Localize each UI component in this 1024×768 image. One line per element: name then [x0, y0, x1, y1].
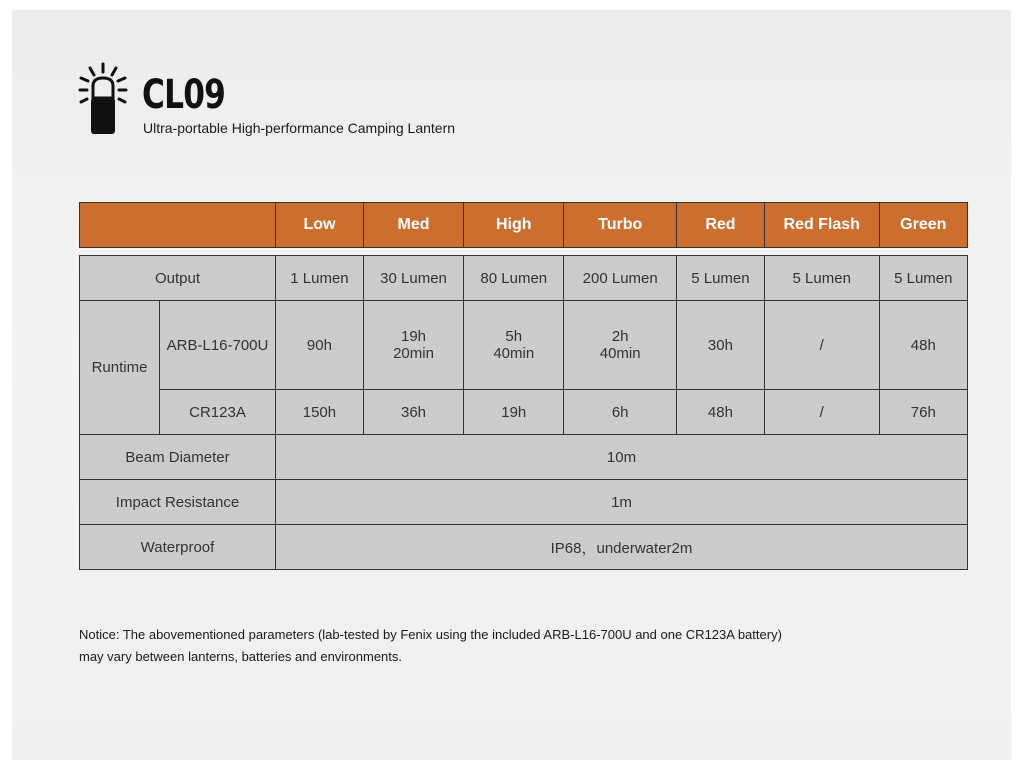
- notice-line: may vary between lanterns, batteries and environments.: [79, 649, 403, 664]
- waterproof-row: [79, 525, 968, 570]
- output-label: Output: [79, 255, 275, 301]
- product-panel: [12, 10, 1011, 760]
- mode-header-med: Med: [363, 202, 463, 248]
- runtime-cell: /: [764, 301, 879, 390]
- mode-header-red-flash: Red Flash: [764, 202, 879, 248]
- output-cell: 5 Lumen: [676, 255, 764, 301]
- runtime-row-arb: [79, 301, 968, 390]
- mode-header-low: Low: [275, 202, 363, 248]
- battery-label: ARB-L16-700U: [159, 301, 275, 390]
- output-row: [79, 255, 968, 301]
- lantern-icon: [78, 62, 128, 136]
- runtime-cell: /: [764, 390, 879, 435]
- notice-text: [79, 624, 959, 668]
- runtime-cell: 48h: [676, 390, 764, 435]
- output-cell: 5 Lumen: [764, 255, 879, 301]
- model-name: CL09: [142, 72, 226, 118]
- output-cell: 80 Lumen: [463, 255, 563, 301]
- impact-resistance-value: 1m: [275, 480, 968, 525]
- output-cell: 30 Lumen: [363, 255, 463, 301]
- spec-table: [79, 202, 968, 570]
- header-corner: [79, 202, 275, 248]
- runtime-cell: 76h: [879, 390, 968, 435]
- beam-diameter-value: 10m: [275, 435, 968, 480]
- waterproof-label: Waterproof: [79, 525, 275, 570]
- battery-label: CR123A: [159, 390, 275, 435]
- runtime-cell: 19h: [463, 390, 563, 435]
- output-cell: 5 Lumen: [879, 255, 968, 301]
- mode-header-red: Red: [676, 202, 764, 248]
- output-cell: 1 Lumen: [275, 255, 363, 301]
- runtime-cell: 6h: [563, 390, 676, 435]
- notice-line: Notice: The abovementioned parameters (lab-tested by Fenix using the included ARB-L16-700U and one CR123A battery): [79, 627, 782, 642]
- runtime-cell: 150h: [275, 390, 363, 435]
- mode-header-row: [79, 202, 968, 248]
- runtime-label: Runtime: [79, 301, 159, 435]
- runtime-cell: 30h: [676, 301, 764, 390]
- output-cell: 200 Lumen: [563, 255, 676, 301]
- mode-header-green: Green: [879, 202, 968, 248]
- runtime-cell: 19h 20min: [363, 301, 463, 390]
- runtime-row-cr123a: [79, 390, 968, 435]
- runtime-cell: 2h 40min: [563, 301, 676, 390]
- beam-diameter-label: Beam Diameter: [79, 435, 275, 480]
- runtime-cell: 90h: [275, 301, 363, 390]
- product-subtitle: Ultra-portable High-performance Camping Lantern: [143, 120, 456, 136]
- runtime-cell: 5h 40min: [463, 301, 563, 390]
- beam-diameter-row: [79, 435, 968, 480]
- impact-resistance-label: Impact Resistance: [79, 480, 275, 525]
- runtime-cell: 36h: [363, 390, 463, 435]
- impact-resistance-row: [79, 480, 968, 525]
- mode-header-high: High: [463, 202, 563, 248]
- waterproof-value: IP68，underwater2m: [275, 525, 968, 570]
- mode-header-turbo: Turbo: [563, 202, 676, 248]
- runtime-cell: 48h: [879, 301, 968, 390]
